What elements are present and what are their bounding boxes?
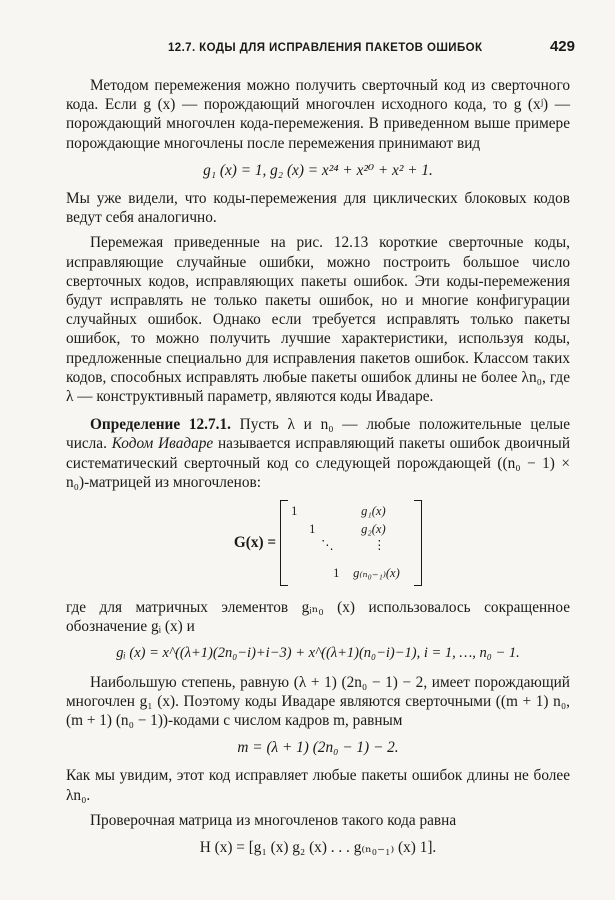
- paragraph: Проверочная матрица из многочленов такого кода равна: [90, 811, 457, 829]
- matrix-body: [280, 500, 422, 586]
- matrix-entry: 1: [333, 566, 340, 581]
- matrix-dots: ⋱: [321, 538, 334, 553]
- formula-generators: g₁ (x) = 1, g₂ (x) = x²⁴ + x²⁰ + x² + 1.: [203, 161, 433, 179]
- paragraph: Мы уже видели, что коды-перемежения для циклических блоковых кодов ведут себя аналогично.: [66, 190, 570, 227]
- matrix-dots: ⋮: [373, 538, 386, 553]
- running-head: 12.7. КОДЫ ДЛЯ ИСПРАВЛЕНИЯ ПАКЕТОВ ОШИБОК: [168, 42, 483, 54]
- definition-term: Кодом Ивадаре: [111, 435, 214, 453]
- paragraph: Методом перемежения можно получить сверточный код из сверточного кода. Если g (x) — порождающий многочлен исходного кода, то g (xʲ) — порождающий многочлен кода-перемежения. В приведенном выше примере порождающие многочлены после перемежения принимают вид: [66, 77, 570, 152]
- generator-matrix: [86, 500, 570, 586]
- page-number: 429: [549, 38, 575, 55]
- matrix-entry: g₍ₙ₀₋₁₎(x): [353, 566, 400, 581]
- formula-check-matrix: H (x) = [g₁ (x) g₂ (x) . . . g₍ₙ₀₋₁₎ (x) 1].: [199, 839, 437, 857]
- formula-m: m = (λ + 1) (2n₀ − 1) − 2.: [237, 739, 399, 757]
- matrix-entry: g₂(x): [361, 522, 386, 537]
- page-body: [66, 76, 570, 866]
- definition-text: Пусть λ и n₀ — любые положительные целые числа.: [66, 416, 570, 453]
- matrix-entry: 1: [309, 522, 316, 537]
- matrix-entry: 1: [291, 504, 298, 519]
- paragraph: Как мы увидим, этот код исправляет любые пакеты ошибок длины не более λn₀.: [66, 767, 570, 804]
- paragraph: где для матричных элементов gᵢₙ₀ (x) использовалось сокращенное обозначение gᵢ (x) и: [66, 599, 570, 636]
- page-header: [168, 38, 575, 55]
- paragraph: Перемежая приведенные на рис. 12.13 короткие сверточные коды, исправляющие случайные ошибки, можно построить большое число сверточных кодов, исправляющих пакеты ошибок. Эти коды-перемежения будут исправлять не только пакеты ошибок, но и многие конфигурации случайных ошибок. Однако если требуется исправлять только пакеты ошибок, то можно получить лучшие характеристики, используя коды, предложенные специально для исправления пакетов ошибок. Классом таких кодов, способных исправлять любые пакеты ошибок длины не более λn₀, где λ — конструктивный параметр, являются коды Ивадаре.: [66, 234, 570, 406]
- paragraph: Наибольшую степень, равную (λ + 1) (2n₀ − 1) − 2, имеет порождающий многочлен g₁ (x). Поэтому коды Ивадаре являются сверточными ((m + 1) n₀, (m + 1) (n₀ − 1))-кодами с числом кадров m, равным: [66, 673, 570, 730]
- matrix-entry: g₁(x): [361, 504, 386, 519]
- formula-gi: gᵢ (x) = x^((λ+1)(2n₀−i)+i−3) + x^((λ+1)(n₀−i)−1), i = 1, …, n₀ − 1.: [116, 645, 520, 662]
- matrix-label: G(x) =: [233, 534, 277, 552]
- definition: [66, 415, 570, 492]
- definition-text: называется исправляющий пакеты ошибок двоичный систематический сверточный код со следующей порождающей ((n₀ − 1) × n₀)-матрицей из многочленов:: [66, 435, 571, 491]
- definition-label: Определение 12.7.1.: [90, 416, 231, 434]
